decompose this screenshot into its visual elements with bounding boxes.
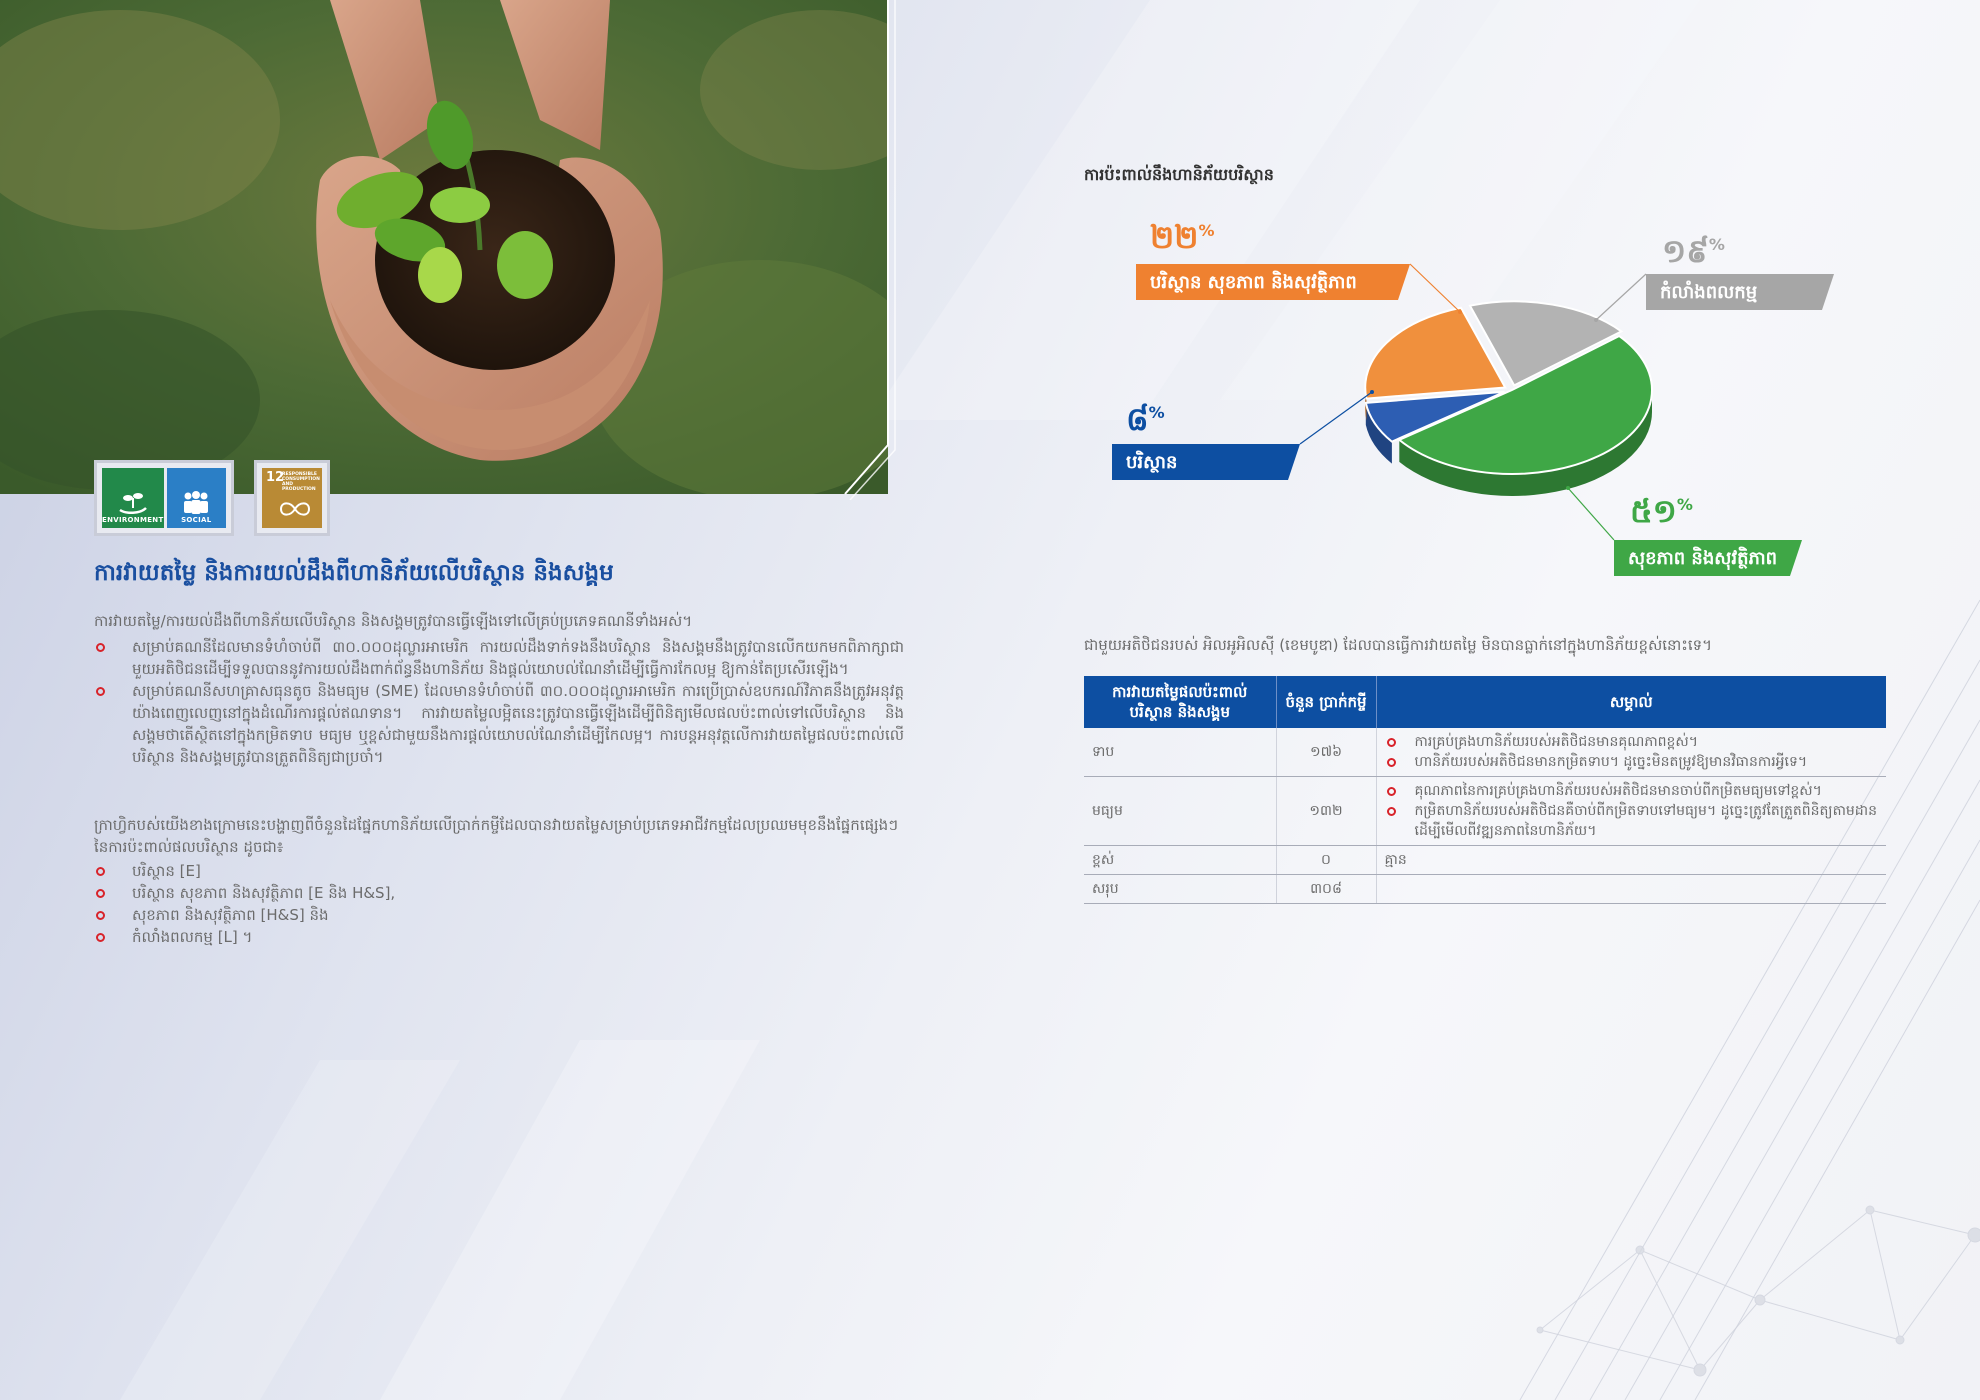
social-label: SOCIAL (181, 516, 212, 524)
notes-cell (1376, 875, 1886, 904)
header-loan-count: ចំនួន ប្រាក់កម្ចី (1276, 676, 1376, 728)
list-item: បរិស្ថាន [E] (94, 860, 694, 882)
lead-paragraph: ការវាយតម្លៃ/ការយល់ដឹងពីហានិភ័យលើបរិស្ថាន និងសង្គមត្រូវបានធ្វើឡើងទៅលើគ្រប់ប្រភេទគណនីទាំងអស់។ (94, 612, 693, 630)
goal-number: 12 (266, 470, 285, 485)
table-row (1084, 728, 1886, 777)
callout-leader-line (1410, 264, 1460, 312)
slice-label: បរិស្ថាន (1126, 452, 1178, 473)
notes-cell (1376, 728, 1886, 777)
loan-count-cell: ១៣២ (1276, 777, 1376, 846)
list-item: សម្រាប់គណនីដែលមានទំហំចាប់ពី ៣០.០០០ដុល្លារអាមេរិក ការយល់ដឹងទាក់ទងនឹងបរិស្ថាន និងសង្គមនឹងត្រូវបានលើកយកមកពិភាក្សាជាមួយអតិថិជនដើម្បីទទួលបាននូវការយល់ដឹងពាក់ព័ន្ធនឹងហានិភ័យ និងផ្តល់យោបល់ណែនាំដើម្បីធ្វើការកែលម្អ ឱ្យកាន់តែប្រសើរឡើង។ (94, 636, 904, 680)
list-item: កំលាំងពលកម្ម [L] ។ (94, 926, 694, 948)
callout-leader-line (1300, 392, 1372, 444)
list-item: ការគ្រប់គ្រងហានិភ័យរបស់អតិថិជនមានគុណភាពខ្ពស់។ (1385, 732, 1879, 752)
list-item: គុណភាពនៃការគ្រប់គ្រងហានិភ័យរបស់អតិថិជនមានចាប់ពីកម្រិតមធ្យមទៅខ្ពស់។ (1385, 781, 1879, 801)
pie-callout (1594, 232, 1834, 322)
table-row (1084, 875, 1886, 904)
slice-label: សុខភាព និងសុវត្ថិភាព (1628, 548, 1778, 569)
callout-anchor-dot (1594, 318, 1598, 322)
callout-leader-line (1596, 274, 1646, 320)
slice-label: បរិស្ថាន សុខភាព និងសុវត្ថិភាព (1150, 272, 1357, 293)
chart-title: ការប៉ះពាល់នឹងហានិភ័យបរិស្ថាន (1084, 165, 1274, 184)
pie-slices (1365, 301, 1652, 496)
notes-cell (1376, 777, 1886, 846)
callout-anchor-dot (1370, 390, 1374, 394)
goal-text: RESPONSIBLE CONSUMPTION AND PRODUCTION (282, 472, 320, 492)
slice-value: ២២% (1150, 218, 1215, 256)
loan-count-cell: ១៧៦ (1276, 728, 1376, 777)
risk-level-cell: មធ្យម (1084, 777, 1276, 846)
pie-callout (1566, 486, 1802, 576)
pie-callout (1112, 390, 1374, 480)
pie-callout (1136, 218, 1462, 314)
callout-anchor-dot (1566, 486, 1570, 490)
list-item: ហានិភ័យរបស់អតិថិជនមានកម្រិតទាប។ ដូច្នេះមិនតម្រូវឱ្យមានវិធានការអ្វីទេ។ (1385, 752, 1879, 772)
list-item: កម្រិតហានិភ័យរបស់អតិថិជនគឺចាប់ពីកម្រិតទាបទៅមធ្យម។ ដូច្នេះត្រូវតែត្រួតពិនិត្យតាមដានដើម្បីមើលពីវឌ្ឍនភាពនៃហានិភ័យ។ (1385, 801, 1879, 841)
header-assessment: ការវាយតម្លៃផលប៉ះពាល់ បរិស្ថាន និងសង្គម (1084, 676, 1276, 728)
header-notes: សម្គាល់ (1376, 676, 1886, 728)
loan-count-cell: ០ (1276, 846, 1376, 875)
risk-level-cell: ខ្ពស់ (1084, 846, 1276, 875)
section-heading: ការវាយតម្លៃ និងការយល់ដឹងពីហានិភ័យលើបរិស្ថាន និងសង្គម (94, 560, 614, 586)
environment-label: ENVIRONMENT (102, 516, 164, 524)
table-row (1084, 846, 1886, 875)
percent-sign: % (1676, 495, 1693, 514)
risk-assessment-table (1084, 676, 1886, 904)
total-count-cell: ៣០៨ (1276, 875, 1376, 904)
table-row (1084, 777, 1886, 846)
table-intro-text: ជាមួយអតិថិជនរបស់ អិលអូអិលស៊ី (ខេមបូឌា) ដែលបានធ្វើការវាយតម្លៃ មិនបានធ្លាក់នៅក្នុងហានិភ័យខ្ពស់នោះទេ។ (1084, 636, 1713, 654)
total-label-cell: សរុប (1084, 875, 1276, 904)
list-item: សុខភាព និងសុវត្ថិភាព [H&S] និង (94, 904, 694, 926)
percent-sign: % (1198, 221, 1215, 240)
percent-sign: % (1148, 403, 1165, 422)
list-item: សម្រាប់គណនីសហគ្រាសធុនតូច និងមធ្យម (SME) ដែលមានទំហំចាប់ពី ៣០.០០០ដុល្លារអាមេរិក ការប្រើប្រាស់ឧបករណ៍វិភាគនឹងត្រូវអនុវត្តយ៉ាងពេញលេញនៅក្នុងដំណើរការផ្តល់ឥណទាន។ ការវាយតម្លៃលម្អិតនេះត្រូវបានធ្វើឡើងដើម្បីពិនិត្យមើលផលប៉ះពាល់ទៅលើបរិស្ថាន និងសង្គមថាតើស្ថិតនៅក្នុងកម្រិតទាប មធ្យម ឬខ្ពស់ជាមួយនឹងការផ្តល់យោបល់ណែនាំដើម្បីកែលម្អ។ ការបន្តអនុវត្តលើការវាយតម្លៃផលប៉ះពាល់លើបរិស្ថាន និងសង្គមត្រូវបានត្រួតពិនិត្យជាប្រចាំ។ (94, 680, 904, 768)
slice-label: កំលាំងពលកម្ម (1660, 282, 1758, 303)
table-header-row (1084, 676, 1886, 728)
percent-sign: % (1708, 235, 1725, 254)
slice-value: ៨% (1126, 400, 1165, 438)
graphic-intro-paragraph: ក្រាហ្វិកបស់យើងខាងក្រោមនេះបង្ហាញពីចំនួនដៃផ្នែកហានិភ័យលើប្រាក់កម្ចីដែលបានវាយតម្លៃសម្រាប់ប្រភេទអាជីវកម្មដែលប្រឈមមុខនឹងផ្នែកផ្សេងៗនៃការប៉ះពាល់ផលបរិស្ថាន ដូចជា៖ (94, 816, 898, 856)
risk-level-cell: ទាប (1084, 728, 1276, 777)
callout-leader-line (1568, 488, 1614, 540)
notes-cell: គ្មាន (1376, 846, 1886, 875)
list-item: បរិស្ថាន សុខភាព និងសុវត្ថិភាព [E និង H&S], (94, 882, 694, 904)
slice-value: ១៩% (1662, 232, 1725, 270)
callout-anchor-dot (1458, 310, 1462, 314)
slice-value: ៥១% (1630, 492, 1693, 530)
